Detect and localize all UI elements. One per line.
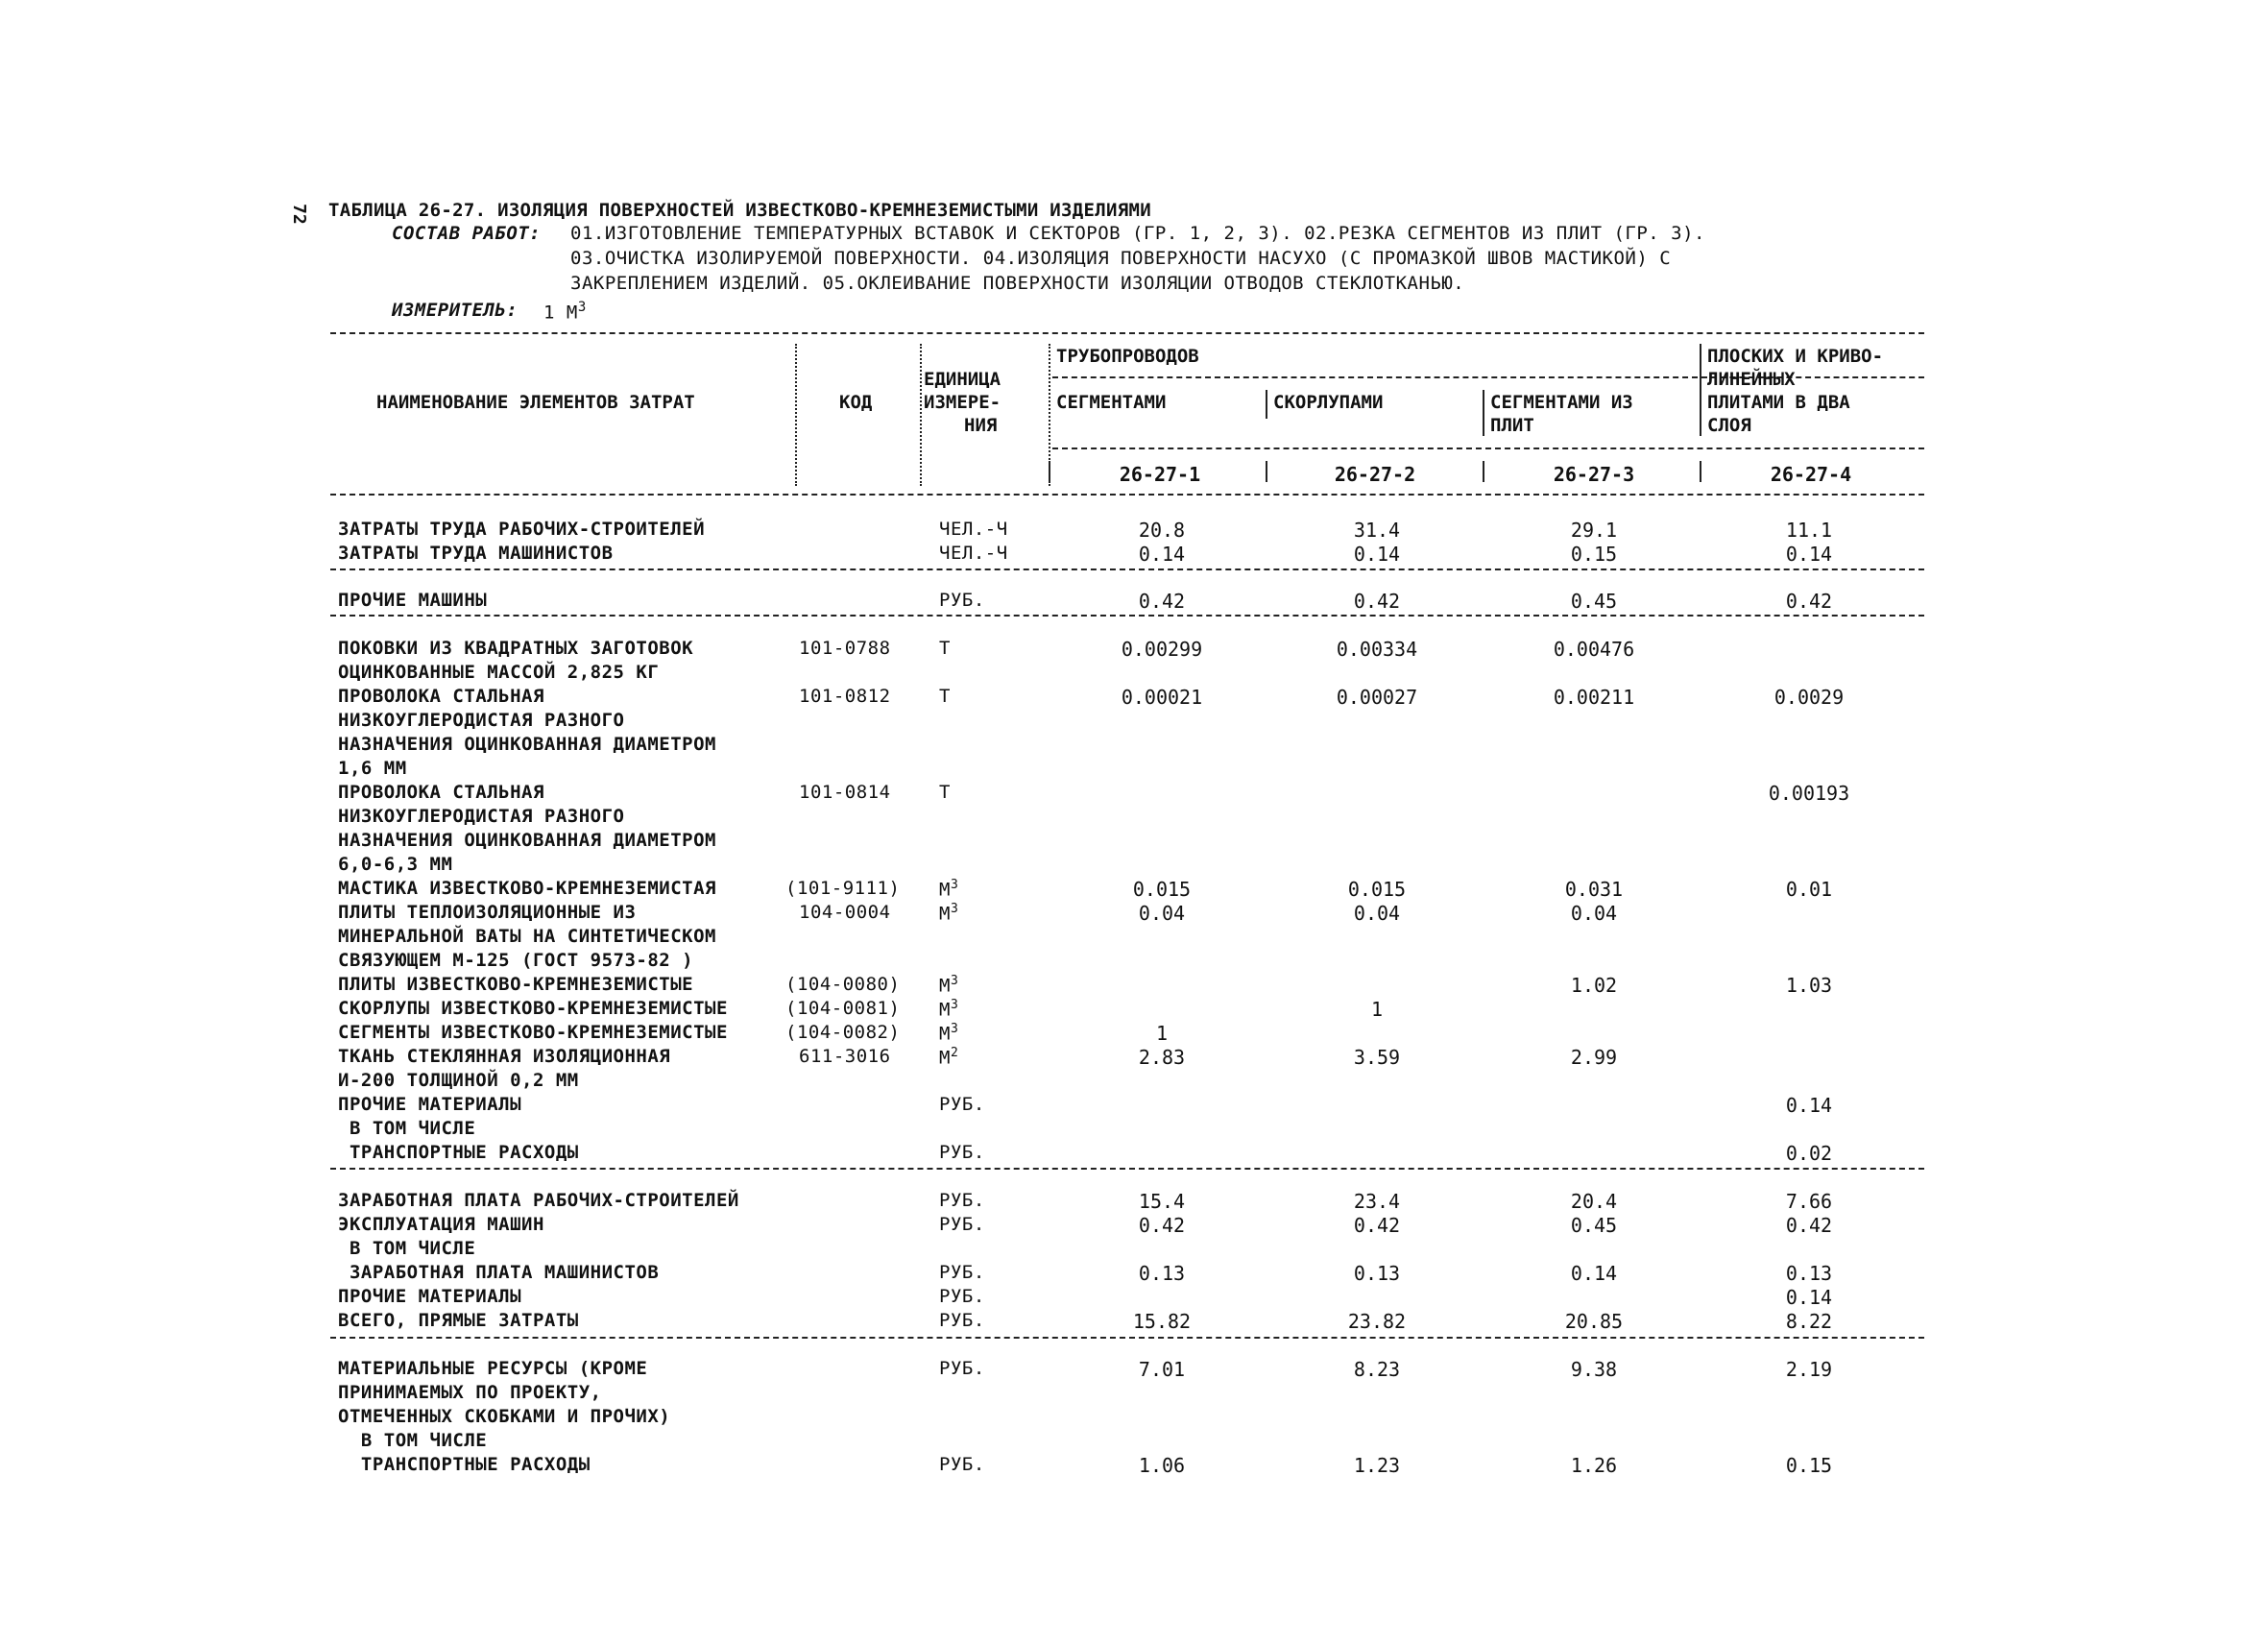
- row-code: 104-0004: [799, 902, 891, 923]
- row-name: ЗАРАБОТНАЯ ПЛАТА РАБОЧИХ-СТРОИТЕЛЕЙ: [338, 1190, 739, 1211]
- row-value-3: 9.38: [1570, 1358, 1618, 1381]
- header-col2: СКОРЛУПАМИ: [1273, 392, 1384, 413]
- row-value-4: 1.03: [1785, 974, 1833, 997]
- row-value-1: 0.00021: [1121, 686, 1203, 709]
- row-unit: РУБ.: [939, 1142, 985, 1163]
- row-value-2: 0.00334: [1336, 638, 1418, 661]
- header-unit-3: НИЯ: [964, 415, 998, 436]
- row-value-2: 0.13: [1353, 1262, 1401, 1285]
- row-value-1: 0.14: [1138, 543, 1186, 566]
- row-unit: РУБ.: [939, 1262, 985, 1283]
- row-name: ТКАНЬ СТЕКЛЯННАЯ ИЗОЛЯЦИОННАЯ: [338, 1046, 671, 1067]
- row-name: И-200 ТОЛЩИНОЙ 0,2 ММ: [338, 1070, 579, 1091]
- row-unit: $М^3$: [939, 878, 959, 901]
- table-title: ТАБЛИЦА 26-27. ИЗОЛЯЦИЯ ПОВЕРХНОСТЕЙ ИЗВЕСТКОВО-КРЕМНЕЗЕМИСТЫМИ ИЗДЕЛИЯМИ: [328, 200, 1151, 221]
- row-value-4: 7.66: [1785, 1190, 1833, 1213]
- row-name: СЕГМЕНТЫ ИЗВЕСТКОВО-КРЕМНЕЗЕМИСТЫЕ: [338, 1022, 728, 1043]
- row-name: ТРАНСПОРТНЫЕ РАСХОДЫ: [338, 1142, 579, 1163]
- row-value-3: 0.15: [1570, 543, 1618, 566]
- row-code: 101-0788: [799, 638, 891, 659]
- row-value-4: 0.42: [1785, 1214, 1833, 1237]
- row-value-3: 1.02: [1570, 974, 1618, 997]
- row-name: НАЗНАЧЕНИЯ ОЦИНКОВАННАЯ ДИАМЕТРОМ: [338, 734, 716, 755]
- row-value-4: 0.42: [1785, 590, 1833, 613]
- header-name: НАИМЕНОВАНИЕ ЭЛЕМЕНТОВ ЗАТРАТ: [376, 392, 695, 413]
- row-value-1: 20.8: [1138, 519, 1186, 542]
- row-value-4: 0.02: [1785, 1142, 1833, 1165]
- row-name: ПРОВОЛОКА СТАЛЬНАЯ: [338, 782, 544, 803]
- composition-line-2: 03.ОЧИСТКА ИЗОЛИРУЕМОЙ ПОВЕРХНОСТИ. 04.ИЗОЛЯЦИЯ ПОВЕРХНОСТИ НАСУХО (С ПРОМАЗКОЙ ШВОВ МАСТИКОЙ) С: [570, 248, 1672, 269]
- row-code: 101-0812: [799, 686, 891, 707]
- row-value-1: 1.06: [1138, 1454, 1186, 1477]
- row-code: 101-0814: [799, 782, 891, 803]
- header-col4-2: ЛИНЕЙНЫХ: [1707, 369, 1796, 390]
- composition-line-1: 01.ИЗГОТОВЛЕНИЕ ТЕМПЕРАТУРНЫХ ВСТАВОК И СЕКТОРОВ (ГР. 1, 2, 3). 02.РЕЗКА СЕГМЕНТОВ ИЗ ПЛИТ (ГР. 3).: [570, 223, 1705, 244]
- rule-top: [330, 332, 1924, 334]
- row-unit: РУБ.: [939, 1214, 985, 1235]
- row-code: (104-0081): [785, 998, 901, 1019]
- row-name: ЗАРАБОТНАЯ ПЛАТА МАШИНИСТОВ: [338, 1262, 660, 1283]
- header-unit-2: ИЗМЕРЕ-: [924, 392, 1001, 413]
- row-name: ПРОЧИЕ МАТЕРИАЛЫ: [338, 1094, 522, 1115]
- row-value-2: 31.4: [1353, 519, 1401, 542]
- row-value-2: 1.23: [1353, 1454, 1401, 1477]
- measure-unit: 1 М: [543, 302, 578, 324]
- rule-codes: [1052, 448, 1924, 449]
- row-unit: РУБ.: [939, 1286, 985, 1307]
- row-unit: РУБ.: [939, 1454, 985, 1475]
- row-unit: РУБ.: [939, 590, 985, 611]
- row-unit: РУБ.: [939, 1358, 985, 1379]
- row-name: В ТОМ ЧИСЛЕ: [338, 1238, 476, 1259]
- sep-code-2: [1483, 461, 1484, 482]
- row-value-2: 23.82: [1347, 1310, 1407, 1333]
- row-name: СКОРЛУПЫ ИЗВЕСТКОВО-КРЕМНЕЗЕМИСТЫЕ: [338, 998, 728, 1019]
- row-unit: Т: [939, 686, 951, 707]
- row-value-3: 0.45: [1570, 1214, 1618, 1237]
- row-value-4: 0.0029: [1773, 686, 1845, 709]
- row-unit: РУБ.: [939, 1310, 985, 1331]
- row-name: ОТМЕЧЕННЫХ СКОБКАМИ И ПРОЧИХ): [338, 1406, 671, 1427]
- header-col4-3: ПЛИТАМИ В ДВА: [1707, 392, 1850, 413]
- row-value-3: 0.04: [1570, 902, 1618, 925]
- sep-code-unit: [920, 344, 922, 486]
- row-name: ТРАНСПОРТНЫЕ РАСХОДЫ: [338, 1454, 591, 1475]
- header-code-4: 26-27-4: [1770, 463, 1852, 486]
- row-value-3: 20.85: [1564, 1310, 1624, 1333]
- row-value-2: 0.14: [1353, 543, 1401, 566]
- row-name: МИНЕРАЛЬНОЙ ВАТЫ НА СИНТЕТИЧЕСКОМ: [338, 926, 716, 947]
- row-unit: РУБ.: [939, 1190, 985, 1211]
- row-name: МАТЕРИАЛЬНЫЕ РЕСУРСЫ (КРОМЕ: [338, 1358, 648, 1379]
- header-code-1: 26-27-1: [1119, 463, 1201, 486]
- row-value-1: 0.42: [1138, 1214, 1186, 1237]
- header-unit-1: ЕДИНИЦА: [924, 369, 1001, 390]
- row-name: ПРОЧИЕ МАШИНЫ: [338, 590, 488, 611]
- row-unit: Т: [939, 638, 951, 659]
- header-code-2: 26-27-2: [1334, 463, 1416, 486]
- row-value-3: 0.00211: [1553, 686, 1635, 709]
- row-value-3: 0.00476: [1553, 638, 1635, 661]
- page-number: 72: [289, 204, 309, 225]
- sep-col1-col2: [1266, 390, 1267, 419]
- row-unit: $М^3$: [939, 1022, 959, 1045]
- row-value-1: 15.82: [1132, 1310, 1192, 1333]
- header-col4-4: СЛОЯ: [1707, 415, 1751, 436]
- header-col4-1: ПЛОСКИХ И КРИВО-: [1707, 346, 1884, 367]
- row-name: ЗАТРАТЫ ТРУДА МАШИНИСТОВ: [338, 543, 614, 564]
- header-col3-2: ПЛИТ: [1490, 415, 1534, 436]
- row-code: (104-0082): [785, 1022, 901, 1043]
- row-value-2: 0.42: [1353, 1214, 1401, 1237]
- rule-header-bottom: [330, 494, 1924, 496]
- composition-line-3: ЗАКРЕПЛЕНИЕМ ИЗДЕЛИЙ. 05.ОКЛЕИВАНИЕ ПОВЕРХНОСТИ ИЗОЛЯЦИИ ОТВОДОВ СТЕКЛОТКАНЬЮ.: [570, 273, 1465, 294]
- row-value-3: 0.031: [1564, 878, 1624, 901]
- sep-code-0: [1049, 461, 1050, 482]
- row-name: ПЛИТЫ ТЕПЛОИЗОЛЯЦИОННЫЕ ИЗ: [338, 902, 637, 923]
- row-value-1: 2.83: [1138, 1046, 1186, 1069]
- row-name: ПРИНИМАЕМЫХ ПО ПРОЕКТУ,: [338, 1382, 602, 1403]
- sep-name-code: [795, 344, 797, 486]
- row-value-3: 29.1: [1570, 519, 1618, 542]
- row-value-1: 0.42: [1138, 590, 1186, 613]
- row-value-3: 20.4: [1570, 1190, 1618, 1213]
- row-value-4: 0.13: [1785, 1262, 1833, 1285]
- row-name: ЭКСПЛУАТАЦИЯ МАШИН: [338, 1214, 544, 1235]
- row-name: НИЗКОУГЛЕРОДИСТАЯ РАЗНОГО: [338, 710, 625, 731]
- row-name: НИЗКОУГЛЕРОДИСТАЯ РАЗНОГО: [338, 806, 625, 827]
- row-name: 1,6 ММ: [338, 758, 407, 779]
- row-unit: $М^3$: [939, 974, 959, 997]
- sep-code-3: [1700, 461, 1701, 482]
- rule-section-1: [330, 568, 1924, 570]
- row-code: 611-3016: [799, 1046, 891, 1067]
- header-group: ТРУБОПРОВОДОВ: [1056, 346, 1199, 367]
- row-value-4: 0.14: [1785, 543, 1833, 566]
- row-name: 6,0-6,3 ММ: [338, 854, 453, 875]
- row-value-2: 0.04: [1353, 902, 1401, 925]
- measure-unit-sup: 3: [577, 300, 587, 315]
- rule-group: [1052, 376, 1698, 378]
- row-value-1: 0.04: [1138, 902, 1186, 925]
- row-name: СВЯЗУЮЩЕМ М-125 (ГОСТ 9573-82 ): [338, 950, 694, 971]
- row-value-3: 0.45: [1570, 590, 1618, 613]
- row-name: В ТОМ ЧИСЛЕ: [338, 1430, 488, 1451]
- row-name: ПЛИТЫ ИЗВЕСТКОВО-КРЕМНЕЗЕМИСТЫЕ: [338, 974, 694, 995]
- row-unit: $М^3$: [939, 998, 959, 1021]
- row-value-1: 1: [1155, 1022, 1169, 1045]
- rule-section-2: [330, 615, 1924, 617]
- row-value-4: 0.14: [1785, 1094, 1833, 1117]
- row-name: ПОКОВКИ ИЗ КВАДРАТНЫХ ЗАГОТОВОК: [338, 638, 694, 659]
- header-col3-1: СЕГМЕНТАМИ ИЗ: [1490, 392, 1633, 413]
- row-value-4: 0.00193: [1768, 782, 1850, 805]
- row-value-2: 8.23: [1353, 1358, 1401, 1381]
- rule-section-3: [330, 1168, 1924, 1170]
- row-value-2: 0.42: [1353, 590, 1401, 613]
- row-value-3: 0.14: [1570, 1262, 1618, 1285]
- row-unit: $М^2$: [939, 1046, 959, 1069]
- rule-section-4: [330, 1337, 1924, 1339]
- row-name: НАЗНАЧЕНИЯ ОЦИНКОВАННАЯ ДИАМЕТРОМ: [338, 830, 716, 851]
- measure-label: ИЗМЕРИТЕЛЬ:: [392, 300, 519, 321]
- sep-col2-col3: [1483, 390, 1484, 436]
- row-name: ПРОВОЛОКА СТАЛЬНАЯ: [338, 686, 544, 707]
- row-value-2: 23.4: [1353, 1190, 1401, 1213]
- row-unit: РУБ.: [939, 1094, 985, 1115]
- composition-label: СОСТАВ РАБОТ:: [392, 223, 542, 244]
- row-value-4: 11.1: [1785, 519, 1833, 542]
- measure-value: [543, 300, 587, 323]
- header-col1: СЕГМЕНТАМИ: [1056, 392, 1167, 413]
- sep-code-1: [1266, 461, 1267, 482]
- row-value-2: 0.015: [1347, 878, 1407, 901]
- row-value-2: 1: [1370, 998, 1384, 1021]
- row-value-3: 2.99: [1570, 1046, 1618, 1069]
- row-value-4: 0.01: [1785, 878, 1833, 901]
- row-name: В ТОМ ЧИСЛЕ: [338, 1118, 476, 1139]
- row-value-1: 0.13: [1138, 1262, 1186, 1285]
- row-unit: $М^3$: [939, 902, 959, 925]
- row-value-1: 0.00299: [1121, 638, 1203, 661]
- row-value-1: 15.4: [1138, 1190, 1186, 1213]
- row-value-4: 8.22: [1785, 1310, 1833, 1333]
- sep-col3-col4: [1700, 344, 1701, 436]
- row-value-2: 3.59: [1353, 1046, 1401, 1069]
- row-unit: ЧЕЛ.-Ч: [939, 543, 1008, 564]
- row-value-1: 7.01: [1138, 1358, 1186, 1381]
- header-code-3: 26-27-3: [1553, 463, 1635, 486]
- header-code: КОД: [839, 392, 873, 413]
- row-name: ОЦИНКОВАННЫЕ МАССОЙ 2,825 КГ: [338, 662, 660, 683]
- row-name: ВСЕГО, ПРЯМЫЕ ЗАТРАТЫ: [338, 1310, 579, 1331]
- row-value-4: 0.14: [1785, 1286, 1833, 1309]
- row-unit: ЧЕЛ.-Ч: [939, 519, 1008, 540]
- row-name: ЗАТРАТЫ ТРУДА РАБОЧИХ-СТРОИТЕЛЕЙ: [338, 519, 706, 540]
- row-code: (101-9111): [785, 878, 901, 899]
- row-value-4: 0.15: [1785, 1454, 1833, 1477]
- row-value-1: 0.015: [1132, 878, 1192, 901]
- row-value-3: 1.26: [1570, 1454, 1618, 1477]
- row-code: (104-0080): [785, 974, 901, 995]
- row-value-2: 0.00027: [1336, 686, 1418, 709]
- row-name: МАСТИКА ИЗВЕСТКОВО-КРЕМНЕЗЕМИСТАЯ: [338, 878, 716, 899]
- row-value-4: 2.19: [1785, 1358, 1833, 1381]
- row-name: ПРОЧИЕ МАТЕРИАЛЫ: [338, 1286, 522, 1307]
- row-unit: Т: [939, 782, 951, 803]
